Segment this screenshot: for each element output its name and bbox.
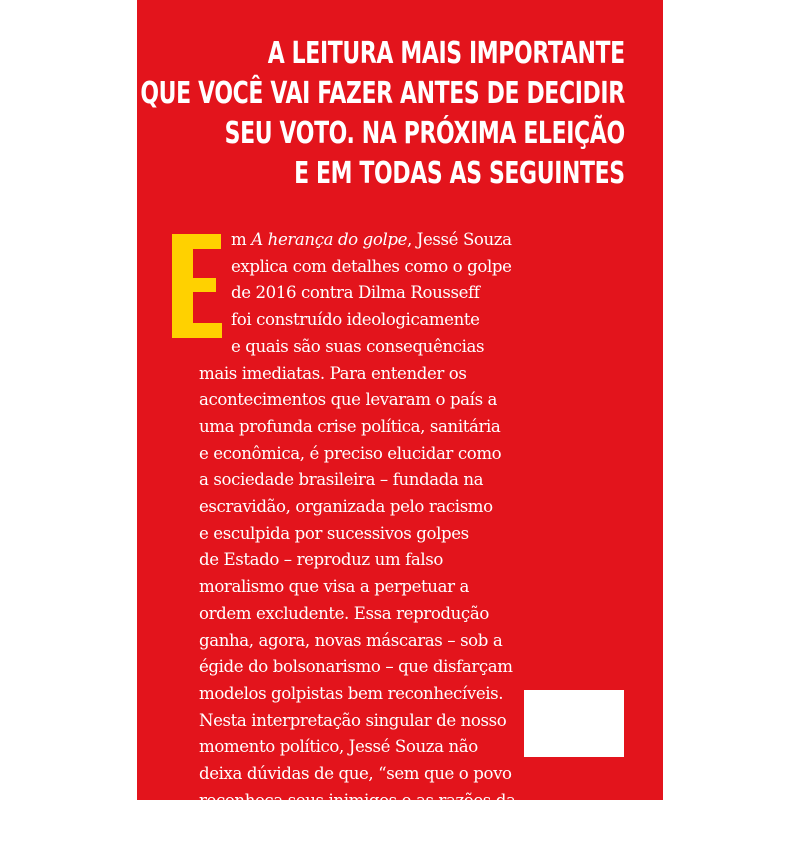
synopsis-text: m [231, 230, 252, 249]
drop-cap-letter: E [196, 294, 197, 295]
synopsis-text: , Jessé Souza [407, 230, 512, 249]
synopsis-line: e esculpida por sucessivos golpes [199, 523, 469, 543]
synopsis-line: acontecimentos que levaram o país a [199, 390, 498, 410]
synopsis-line: Nesta interpretação singular de nosso [199, 710, 507, 730]
headline-line: SEU VOTO. NA PRÓXIMA ELEIÇÃO [224, 116, 625, 151]
synopsis-line: modelos golpistas bem reconhecíveis. [199, 683, 504, 703]
synopsis-line: moralismo que visa a perpetuar a [199, 577, 469, 597]
synopsis-line: explica com detalhes como o golpe [231, 256, 512, 276]
headline-line: QUE VOCÊ VAI FAZER ANTES DE DECIDIR [140, 76, 625, 111]
synopsis-line [231, 227, 651, 254]
synopsis-line: uma profunda crise política, sanitária [199, 416, 501, 436]
synopsis-line: ganha, agora, novas máscaras – sob a [199, 630, 503, 650]
synopsis [199, 227, 651, 868]
synopsis-line: redenção possível para o Brasil. [199, 844, 456, 864]
synopsis-line: mais imediatas. Para entender os [199, 363, 467, 383]
synopsis-line: manutenção da pobreza”, não existe [199, 817, 492, 837]
synopsis-line: a sociedade brasileira – fundada na [199, 470, 484, 490]
book-title: A herança do golpe [251, 230, 408, 249]
synopsis-line: de 2016 contra Dilma Rousseff [231, 283, 480, 303]
synopsis-line: escravidão, organizada pelo racismo [199, 497, 493, 517]
headline [141, 34, 625, 194]
barcode-placeholder [524, 690, 624, 757]
synopsis-line: de Estado – reproduz um falso [199, 550, 443, 570]
synopsis-line: foi construído ideologicamente [231, 310, 480, 330]
synopsis-line: e quais são suas consequências [231, 336, 485, 356]
synopsis-line: égide do bolsonarismo – que disfarçam [199, 657, 513, 677]
book-back-cover [137, 0, 663, 864]
headline-line: E EM TODAS AS SEGUINTES [294, 156, 625, 191]
drop-cap-e [169, 234, 224, 338]
drop-cap-e-shape [172, 234, 222, 338]
synopsis-line: deixa dúvidas de que, “sem que o povo [199, 764, 512, 784]
synopsis-line: momento político, Jessé Souza não [199, 737, 478, 757]
synopsis-line: ordem excludente. Essa reprodução [199, 603, 489, 623]
synopsis-line: reconheça seus inimigos e as razões da [199, 790, 516, 810]
headline-line: A LEITURA MAIS IMPORTANTE [268, 36, 625, 71]
synopsis-line: e econômica, é preciso elucidar como [199, 443, 502, 463]
